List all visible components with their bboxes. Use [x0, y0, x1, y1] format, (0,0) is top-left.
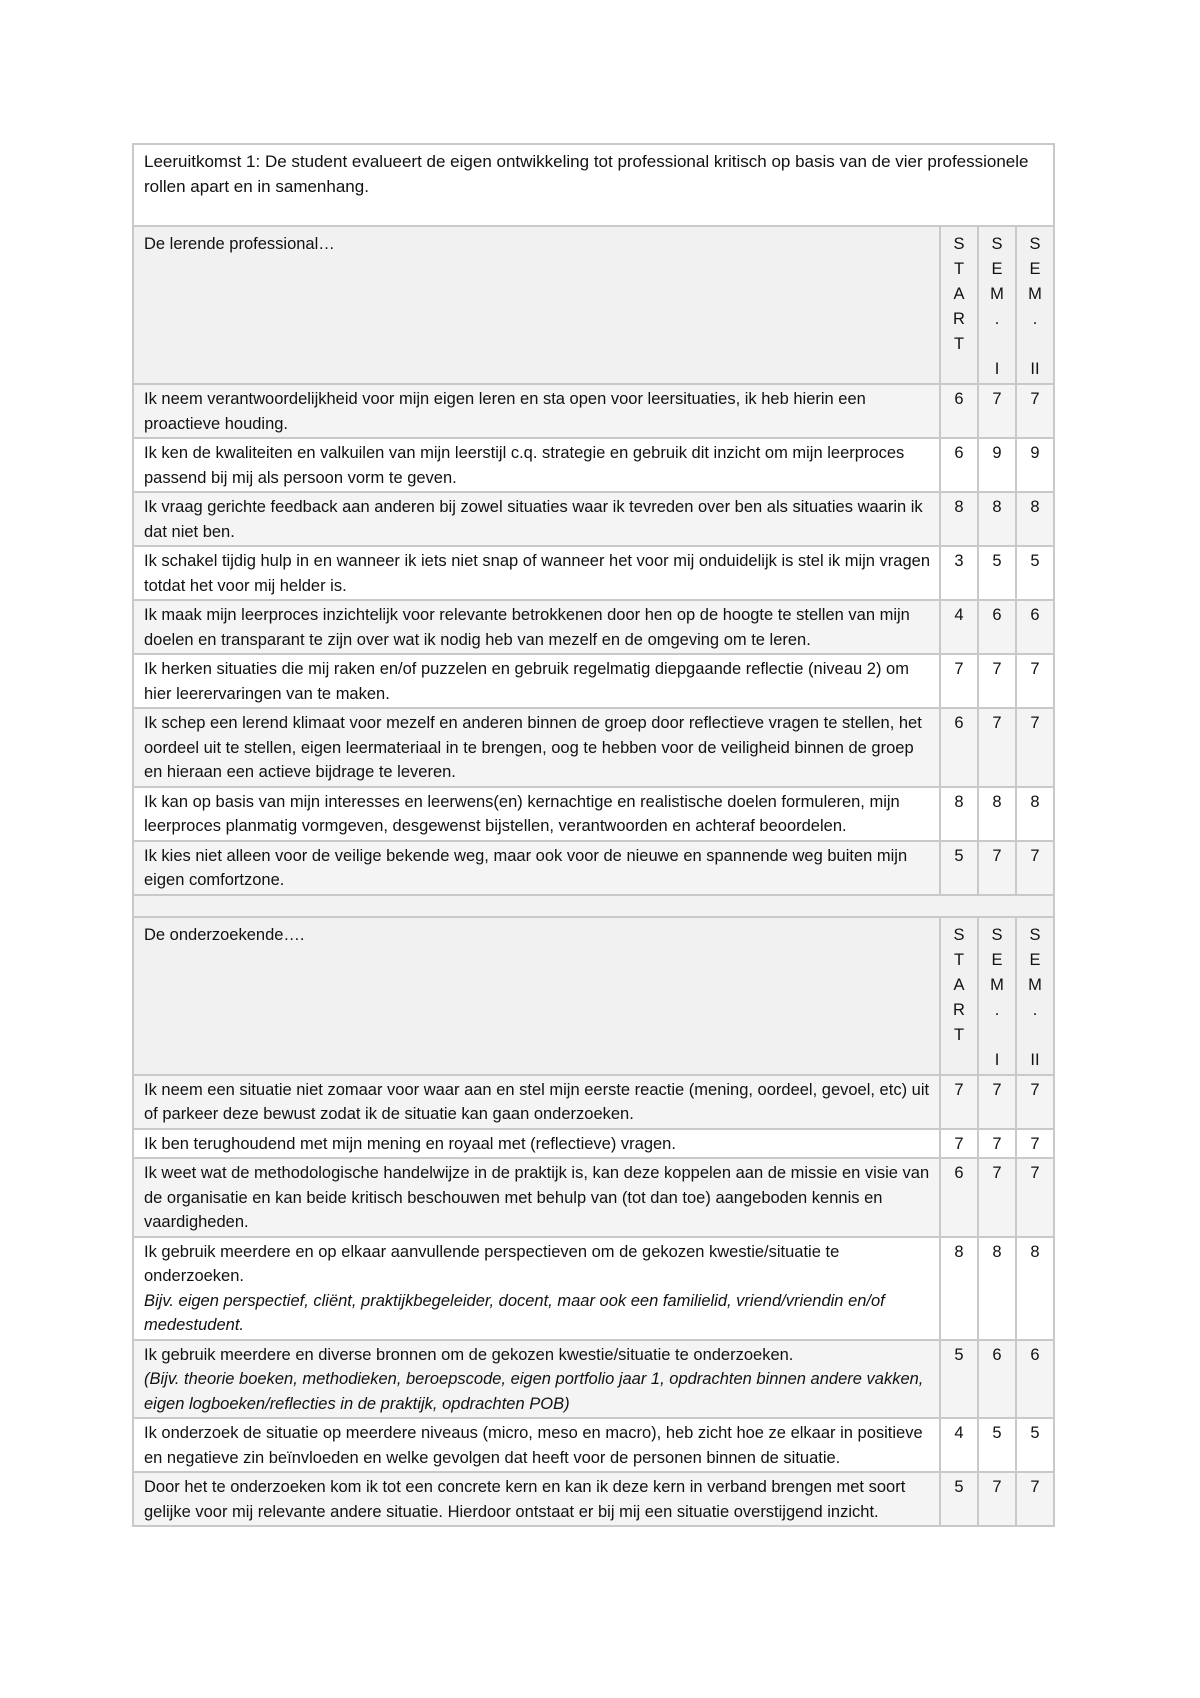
criterion-cell [133, 1237, 940, 1340]
score-cell: 7 [1016, 654, 1054, 708]
score-cell: 8 [978, 787, 1016, 841]
score-cell: 6 [940, 1158, 978, 1237]
score-cell: 7 [978, 384, 1016, 438]
criterion-text: Ik kies niet alleen voor de veilige bekende weg, maar ook voor de nieuwe en spannende weg buiten mijn eigen comfortzone. [144, 846, 908, 889]
criterion-text: Ik kan op basis van mijn interesses en leerwens(en) kernachtige en realistische doelen formuleren, mijn leerproces planmatig vormgeven, desgewenst bijstellen, verantwoorden en achteraf beoordelen. [144, 792, 900, 835]
column-header [1016, 917, 1054, 1075]
score-cell: 7 [978, 708, 1016, 787]
score-cell: 6 [978, 1340, 1016, 1419]
score-cell: 7 [1016, 1158, 1054, 1237]
score-cell: 7 [940, 1075, 978, 1129]
section-spacer [133, 895, 1054, 917]
score-cell: 7 [1016, 384, 1054, 438]
criterion-row [133, 1158, 1054, 1237]
criterion-row [133, 841, 1054, 895]
score-cell: 7 [1016, 1075, 1054, 1129]
column-header-letters [943, 232, 975, 357]
score-cell: 3 [940, 546, 978, 600]
criterion-row [133, 438, 1054, 492]
score-cell: 5 [1016, 1418, 1054, 1472]
column-header [978, 917, 1016, 1075]
criterion-cell [133, 546, 940, 600]
criterion-row [133, 1075, 1054, 1129]
score-cell: 7 [978, 1129, 1016, 1159]
score-cell: 6 [940, 438, 978, 492]
column-header-letter: . [994, 1000, 1000, 1019]
criterion-text: Ik gebruik meerdere en op elkaar aanvullende perspectieven om de gekozen kwestie/situatie te onderzoeken. [144, 1242, 840, 1285]
criterion-cell [133, 438, 940, 492]
score-cell: 7 [940, 654, 978, 708]
criterion-row [133, 1418, 1054, 1472]
column-header-letters [1019, 232, 1051, 382]
column-header-letter: S [991, 235, 1003, 253]
score-cell: 7 [1016, 1472, 1054, 1526]
criterion-text: Ik vraag gerichte feedback aan anderen bij zowel situaties waar ik tevreden over ben als situaties waarin ik dat niet ben. [144, 498, 923, 541]
score-cell: 4 [940, 600, 978, 654]
column-header-letter: T [953, 1025, 965, 1044]
criterion-cell [133, 1340, 940, 1419]
criterion-text: Ik weet wat de methodologische handelwijze in de praktijk is, kan deze koppelen aan de missie en visie van de organisatie en kan beide kritisch beschouwen met behulp van (tot dan toe) aangeboden kennis en vaardigheden. [144, 1164, 930, 1231]
column-header-letter: II [1030, 1050, 1040, 1069]
column-header-letter: I [994, 1050, 1000, 1069]
score-cell: 7 [1016, 841, 1054, 895]
column-header-letter: A [953, 975, 965, 994]
score-cell: 6 [940, 708, 978, 787]
criterion-cell [133, 1129, 940, 1159]
criterion-row [133, 546, 1054, 600]
score-cell: 9 [978, 438, 1016, 492]
score-cell: 8 [1016, 492, 1054, 546]
score-cell: 5 [940, 1472, 978, 1526]
column-header [940, 917, 978, 1075]
criterion-row [133, 1237, 1054, 1340]
score-cell: 7 [978, 1158, 1016, 1237]
column-header-letter: M [990, 975, 1004, 994]
score-cell: 7 [978, 841, 1016, 895]
criterion-text: Ik schakel tijdig hulp in en wanneer ik iets niet snap of wanneer het voor mij onduidelijk is stel ik mijn vragen totdat het voor mij helder is. [144, 552, 930, 595]
outcome-row [133, 144, 1054, 226]
criterion-cell [133, 600, 940, 654]
score-cell: 8 [1016, 1237, 1054, 1340]
score-cell: 6 [1016, 1340, 1054, 1419]
criterion-row [133, 787, 1054, 841]
criterion-text: Ik schep een lerend klimaat voor mezelf en anderen binnen de groep door reflectieve vragen te stellen, het oordeel uit te stellen, eigen leermateriaal in te brengen, oog te hebben voor de veiligheid binnen de groep en hieraan een actieve bijdrage te leveren. [144, 714, 922, 781]
assessment-document [132, 143, 1053, 1527]
score-cell: 7 [1016, 1129, 1054, 1159]
criterion-text: Ik maak mijn leerproces inzichtelijk voor relevante betrokkenen door hen op de hoogte te stellen van mijn doelen en transparant te zijn over wat ik nodig heb van mezelf en de omgeving om te leren. [144, 606, 910, 649]
score-cell: 5 [1016, 546, 1054, 600]
criterion-text: Ik onderzoek de situatie op meerdere niveaus (micro, meso en macro), heb zicht hoe ze elkaar in positieve en negatieve zin beïnvloeden en welke gevolgen dat heeft voor de personen binnen de situatie. [144, 1424, 923, 1467]
column-header-letters [981, 232, 1013, 382]
column-header-letter: I [994, 360, 1000, 378]
criterion-cell [133, 1158, 940, 1237]
criterion-row [133, 1340, 1054, 1419]
column-header-letter: . [1032, 310, 1038, 328]
criterion-cell [133, 841, 940, 895]
column-header-letter: E [1029, 950, 1041, 969]
column-header-letter: M [1028, 285, 1042, 303]
column-header-letter: E [991, 260, 1003, 278]
score-cell: 5 [940, 841, 978, 895]
criterion-note: (Bijv. theorie boeken, methodieken, beroepscode, eigen portfolio jaar 1, opdrachten binnen andere vakken, eigen logboeken/reflecties in de praktijk, opdrachten POB) [144, 1370, 924, 1413]
column-header-letters [943, 923, 975, 1048]
score-cell: 5 [940, 1340, 978, 1419]
criterion-cell [133, 492, 940, 546]
score-cell: 8 [940, 492, 978, 546]
column-header-letter: M [1028, 975, 1042, 994]
criterion-row [133, 708, 1054, 787]
role-title: De onderzoekende…. [133, 917, 940, 1075]
score-cell: 8 [1016, 787, 1054, 841]
criterion-note: Bijv. eigen perspectief, cliënt, praktijkbegeleider, docent, maar ook een familielid, vriend/vriendin en/of medestudent. [144, 1291, 885, 1334]
score-cell: 7 [940, 1129, 978, 1159]
criterion-text: Ik ben terughoudend met mijn mening en royaal met (reflectieve) vragen. [144, 1134, 676, 1153]
criterion-cell [133, 708, 940, 787]
outcome-title: Leeruitkomst 1: De student evalueert de eigen ontwikkeling tot professional kritisch op basis van de vier professionele rollen apart en in samenhang. [133, 144, 1054, 226]
score-cell: 8 [940, 1237, 978, 1340]
score-cell: 7 [978, 1075, 1016, 1129]
column-header-letter: S [953, 925, 965, 944]
role-header-row [133, 226, 1054, 384]
column-header-letters [1019, 923, 1051, 1073]
score-cell: 7 [1016, 708, 1054, 787]
score-cell: 8 [978, 1237, 1016, 1340]
criterion-cell [133, 787, 940, 841]
criterion-row [133, 492, 1054, 546]
score-cell: 6 [940, 384, 978, 438]
column-header-letter: . [994, 310, 1000, 328]
column-header-letter: S [991, 925, 1003, 944]
score-cell: 5 [978, 546, 1016, 600]
column-header [978, 226, 1016, 384]
score-cell: 7 [978, 654, 1016, 708]
criterion-cell [133, 654, 940, 708]
column-header-letter: R [953, 310, 965, 328]
criterion-text: Ik neem een situatie niet zomaar voor waar aan en stel mijn eerste reactie (mening, oordeel, gevoel, etc) uit of parkeer deze bewust zodat ik de situatie kan gaan onderzoeken. [144, 1080, 930, 1123]
score-cell: 4 [940, 1418, 978, 1472]
column-header-letter: S [1029, 235, 1041, 253]
spacer-cell [133, 895, 1054, 917]
assessment-table-body [133, 144, 1054, 1526]
column-header [940, 226, 978, 384]
column-header-letter: M [990, 285, 1004, 303]
criterion-cell [133, 384, 940, 438]
criterion-row [133, 384, 1054, 438]
criterion-text: Door het te onderzoeken kom ik tot een concrete kern en kan ik deze kern in verband brengen met soort gelijke voor mij relevante andere situatie. Hierdoor ontstaat er bij mij een situatie overstijgend inzicht. [144, 1478, 906, 1521]
column-header-letter: T [953, 335, 965, 353]
criterion-row [133, 1472, 1054, 1526]
score-cell: 9 [1016, 438, 1054, 492]
column-header-letter: A [953, 285, 965, 303]
column-header-letter: E [1029, 260, 1041, 278]
column-header-letters [981, 923, 1013, 1073]
criterion-row [133, 1129, 1054, 1159]
column-header-letter: S [1029, 925, 1041, 944]
criterion-cell [133, 1418, 940, 1472]
score-cell: 6 [1016, 600, 1054, 654]
criterion-cell [133, 1472, 940, 1526]
column-header-letter: II [1030, 360, 1040, 378]
column-header [1016, 226, 1054, 384]
criterion-text: Ik gebruik meerdere en diverse bronnen om de gekozen kwestie/situatie te onderzoeken. [144, 1345, 794, 1364]
column-header-letter: S [953, 235, 965, 253]
assessment-table [132, 143, 1055, 1527]
criterion-row [133, 600, 1054, 654]
score-cell: 8 [940, 787, 978, 841]
column-header-letter: T [953, 260, 965, 278]
score-cell: 8 [978, 492, 1016, 546]
role-title: De lerende professional… [133, 226, 940, 384]
column-header-letter: T [953, 950, 965, 969]
role-header-row [133, 917, 1054, 1075]
column-header-letter: E [991, 950, 1003, 969]
criterion-row [133, 654, 1054, 708]
criterion-cell [133, 1075, 940, 1129]
column-header-letter: . [1032, 1000, 1038, 1019]
column-header-letter: R [953, 1000, 965, 1019]
score-cell: 5 [978, 1418, 1016, 1472]
criterion-text: Ik neem verantwoordelijkheid voor mijn eigen leren en sta open voor leersituaties, ik heb hierin een proactieve houding. [144, 390, 866, 433]
score-cell: 7 [978, 1472, 1016, 1526]
criterion-text: Ik ken de kwaliteiten en valkuilen van mijn leerstijl c.q. strategie en gebruik dit inzicht om mijn leerproces passend bij mij als persoon vorm te geven. [144, 444, 905, 487]
score-cell: 6 [978, 600, 1016, 654]
criterion-text: Ik herken situaties die mij raken en/of puzzelen en gebruik regelmatig diepgaande reflectie (niveau 2) om hier leerervaringen van te maken. [144, 660, 909, 703]
